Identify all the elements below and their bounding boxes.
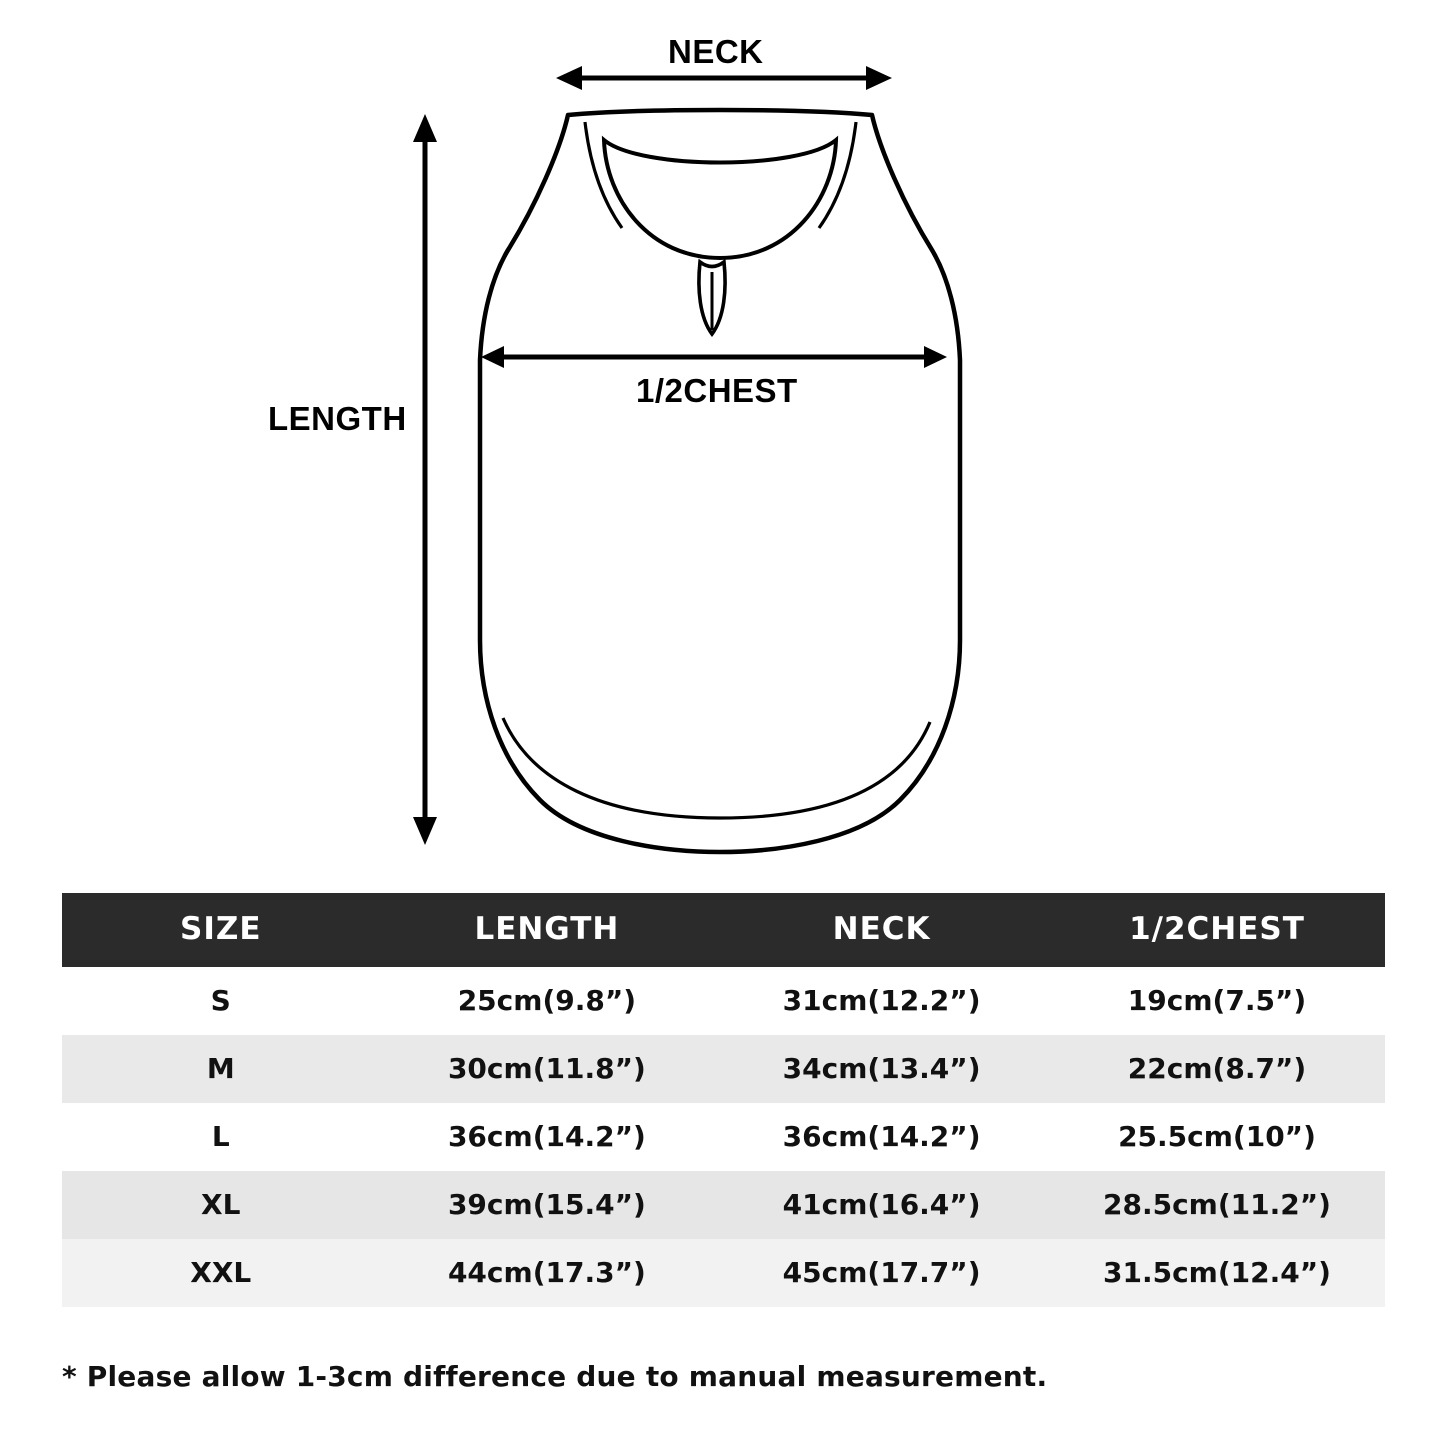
- cell-size: XL: [62, 1171, 380, 1239]
- column-header-size: SIZE: [62, 893, 380, 967]
- cell-half-chest: 28.5cm(11.2”): [1049, 1171, 1385, 1239]
- column-header-neck: NECK: [714, 893, 1049, 967]
- half-chest-label: 1/2CHEST: [636, 372, 798, 409]
- cell-neck: 45cm(17.7”): [714, 1239, 1049, 1307]
- cell-length: 44cm(17.3”): [380, 1239, 715, 1307]
- table-row: [62, 1171, 1385, 1239]
- table-row: [62, 1239, 1385, 1307]
- table-header-row: [62, 893, 1385, 967]
- neck-arrow-head-right: [866, 66, 892, 90]
- column-header-half-chest: 1/2CHEST: [1049, 893, 1385, 967]
- neck-arrow-head-left: [556, 66, 582, 90]
- length-label: LENGTH: [268, 400, 407, 437]
- column-header-length: LENGTH: [380, 893, 715, 967]
- cell-neck: 36cm(14.2”): [714, 1103, 1049, 1171]
- size-table: [62, 893, 1385, 1307]
- table-row: [62, 1035, 1385, 1103]
- neck-label: NECK: [668, 33, 764, 70]
- cell-size: S: [62, 967, 380, 1035]
- length-arrow-head-bottom: [413, 817, 437, 845]
- table-row: [62, 967, 1385, 1035]
- cell-size: XXL: [62, 1239, 380, 1307]
- cell-neck: 41cm(16.4”): [714, 1171, 1049, 1239]
- cell-half-chest: 25.5cm(10”): [1049, 1103, 1385, 1171]
- cell-length: 25cm(9.8”): [380, 967, 715, 1035]
- cell-length: 36cm(14.2”): [380, 1103, 715, 1171]
- length-arrow-head-top: [413, 114, 437, 142]
- table-row: [62, 1103, 1385, 1171]
- size-table-container: [62, 893, 1385, 1307]
- cell-half-chest: 19cm(7.5”): [1049, 967, 1385, 1035]
- cell-size: M: [62, 1035, 380, 1103]
- cell-length: 39cm(15.4”): [380, 1171, 715, 1239]
- cell-half-chest: 22cm(8.7”): [1049, 1035, 1385, 1103]
- cell-length: 30cm(11.8”): [380, 1035, 715, 1103]
- cell-half-chest: 31.5cm(12.4”): [1049, 1239, 1385, 1307]
- cell-size: L: [62, 1103, 380, 1171]
- measurement-note: * Please allow 1-3cm difference due to manual measurement.: [62, 1360, 1048, 1393]
- cell-neck: 34cm(13.4”): [714, 1035, 1049, 1103]
- cell-neck: 31cm(12.2”): [714, 967, 1049, 1035]
